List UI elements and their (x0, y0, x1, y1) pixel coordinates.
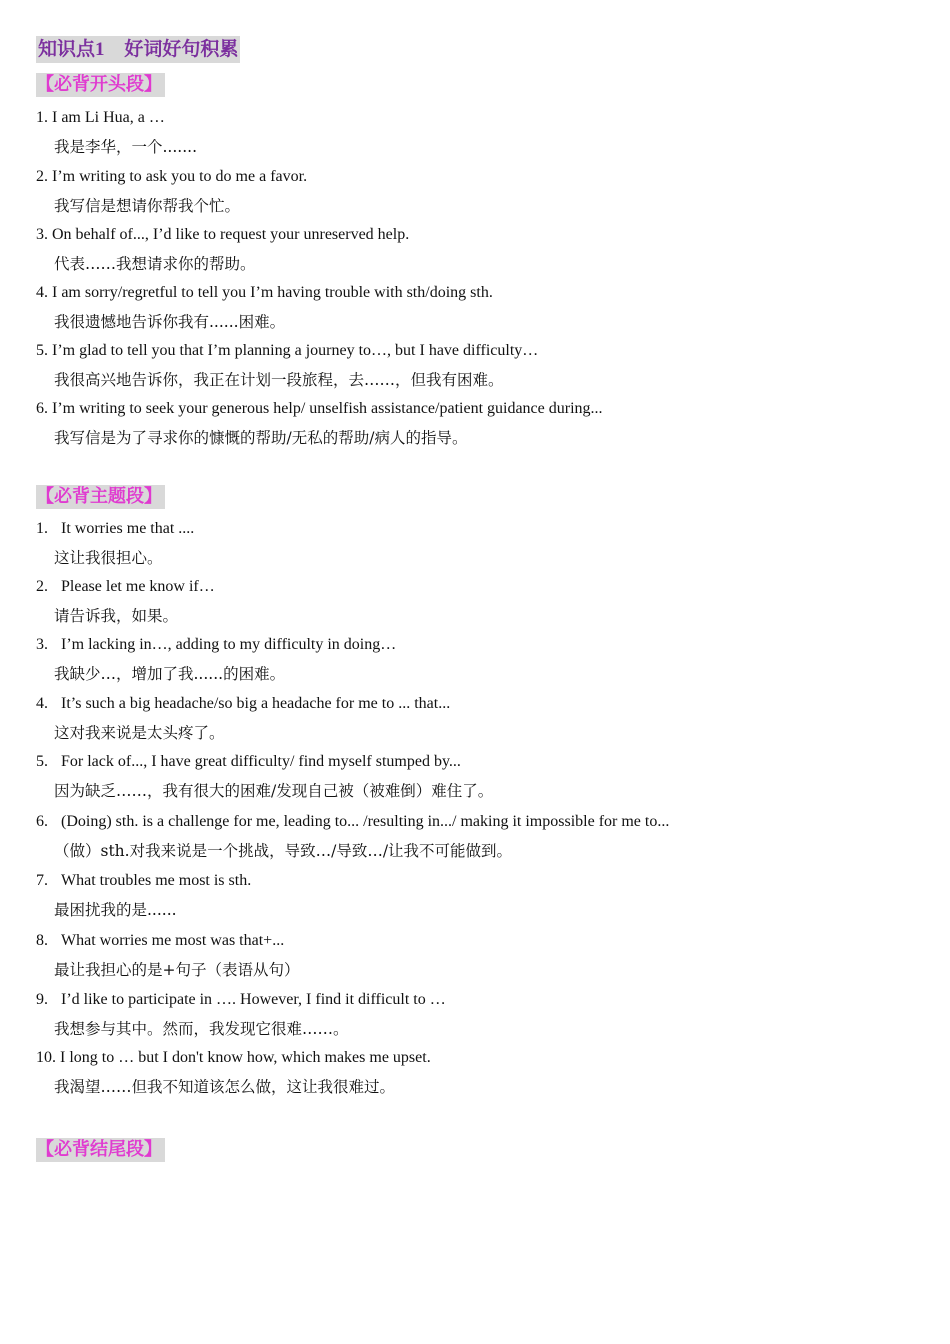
main-item-3-cn: 我缺少…，增加了我......的困难。 (54, 665, 286, 683)
main-item-10-cn: 我渴望……但我不知道该怎么做，这让我很难过。 (54, 1078, 396, 1096)
main-item-9-cn: 我想参与其中。然而，我发现它很难……。 (54, 1020, 349, 1038)
section-heading-main: 【必背主题段】 (36, 485, 165, 509)
page-title (36, 36, 240, 63)
opening-item-5-cn: 我很高兴地告诉你，我正在计划一段旅程，去……，但我有困难。 (54, 371, 504, 389)
main-item-2-en: 2. Please let me know if… (36, 578, 215, 595)
main-item-1-cn: 这让我很担心。 (54, 549, 163, 567)
main-item-10-en: 10. I long to … but I don't know how, which makes me upset. (36, 1049, 431, 1066)
opening-item-1-cn: 我是李华，一个....... (54, 138, 197, 156)
opening-item-4-cn: 我很遗憾地告诉你我有......困难。 (54, 313, 286, 331)
main-item-8-en: 8. What worries me most was that+... (36, 932, 285, 949)
main-item-1-en: 1. It worries me that .... (36, 520, 195, 537)
opening-item-1-en: 1. I am Li Hua, a … (36, 109, 165, 126)
main-item-9-en: 9. I’d like to participate in …. However, I find it difficult to … (36, 991, 446, 1008)
main-item-4-cn: 这对我来说是太头疼了。 (54, 724, 225, 742)
opening-item-2-cn: 我写信是想请你帮我个忙。 (54, 197, 241, 215)
opening-item-6-cn: 我写信是为了寻求你的慷慨的帮助/无私的帮助/病人的指导。 (54, 429, 468, 447)
section-heading-opening: 【必背开头段】 (36, 73, 165, 97)
main-item-5-en: 5. For lack of..., I have great difficulty/ find myself stumped by... (36, 753, 461, 770)
main-item-8-cn: 最让我担心的是+句子（表语从句） (54, 961, 300, 979)
main-item-5-cn: 因为缺乏……，我有很大的困难/发现自己被（被难倒）难住了。 (54, 782, 494, 800)
main-item-6-en: 6. (Doing) sth. is a challenge for me, leading to... /resulting in.../ making it impossible for me to... (36, 813, 670, 830)
main-item-6-cn: （做）sth.对我来说是一个挑战，导致…/导致…/让我不可能做到。 (54, 842, 513, 860)
main-item-7-en: 7. What troubles me most is sth. (36, 872, 252, 889)
title-text: 好词好句积累 (124, 38, 239, 60)
opening-item-6-en: 6. I’m writing to seek your generous help/ unselfish assistance/patient guidance during... (36, 400, 603, 417)
title-prefix: 知识点 (38, 38, 96, 60)
title-number: 1 (95, 39, 105, 60)
section-heading-closing: 【必背结尾段】 (36, 1138, 165, 1162)
opening-item-3-cn: 代表……我想请求你的帮助。 (54, 255, 256, 273)
main-item-3-en: 3. I’m lacking in…, adding to my difficulty in doing… (36, 636, 397, 653)
main-item-2-cn: 请告诉我，如果。 (54, 607, 179, 625)
opening-item-2-en: 2. I’m writing to ask you to do me a favor. (36, 168, 308, 185)
main-item-4-en: 4. It’s such a big headache/so big a headache for me to ... that... (36, 695, 451, 712)
opening-item-3-en: 3. On behalf of..., I’d like to request your unreserved help. (36, 226, 410, 243)
main-item-7-cn: 最困扰我的是...... (54, 901, 177, 919)
opening-item-5-en: 5. I’m glad to tell you that I’m planning a journey to…, but I have difficulty… (36, 342, 539, 359)
opening-item-4-en: 4. I am sorry/regretful to tell you I’m having trouble with sth/doing sth. (36, 284, 493, 301)
